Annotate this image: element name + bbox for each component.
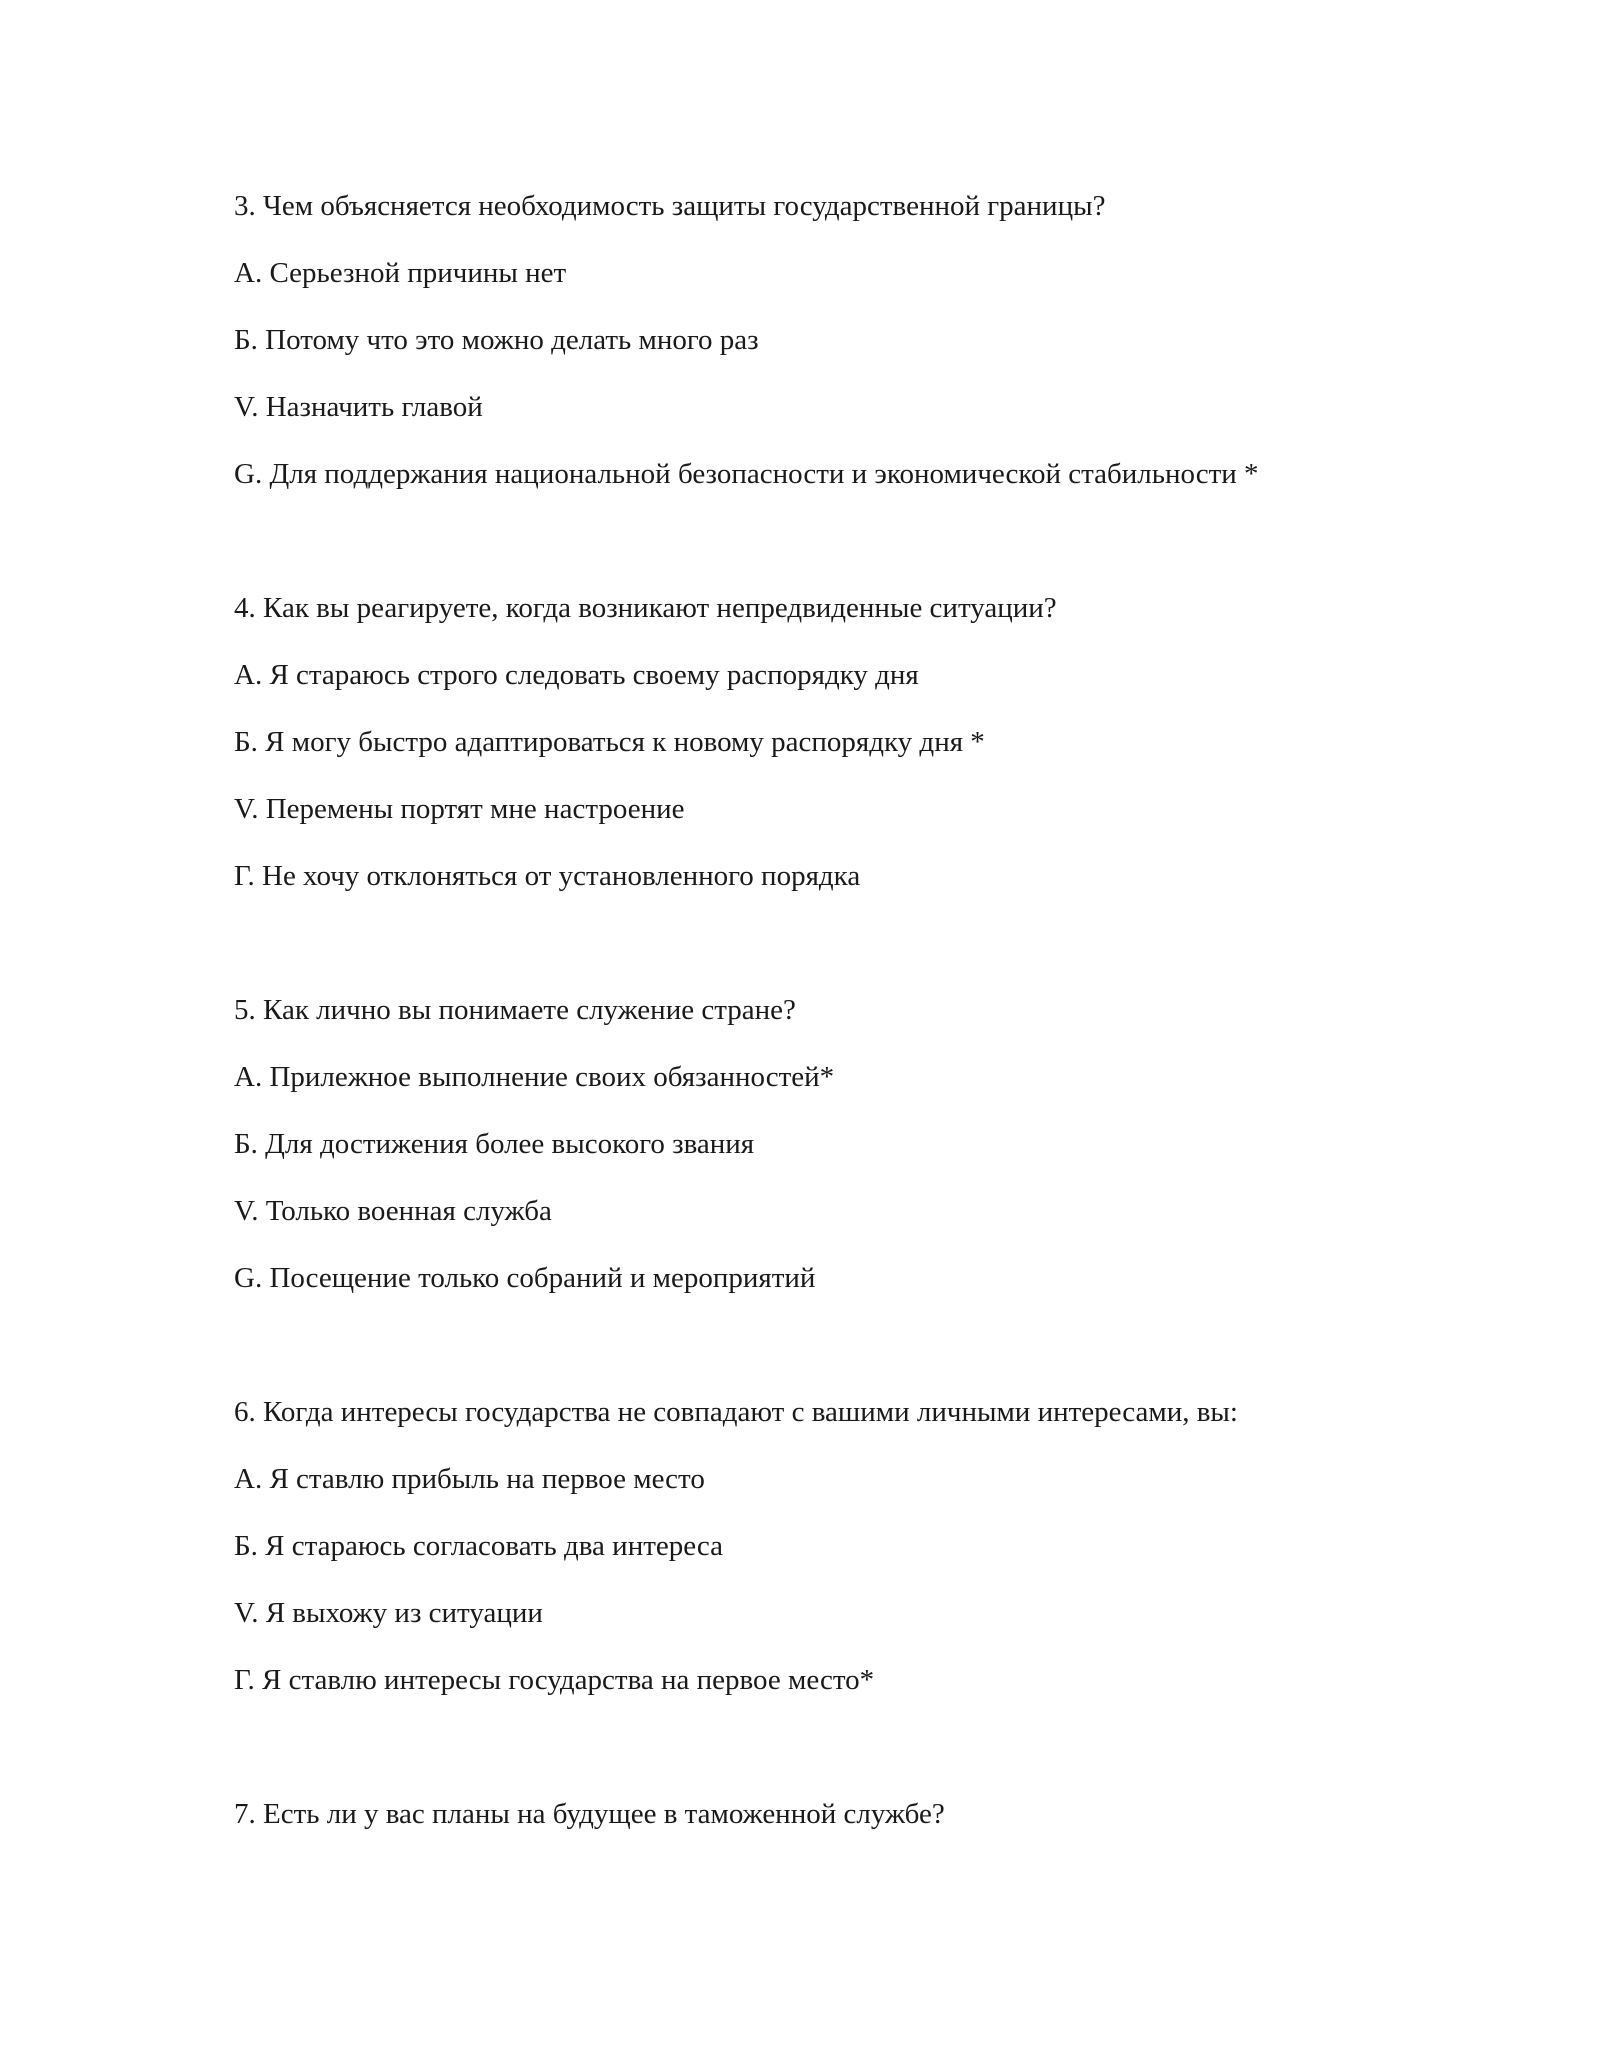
answer-option: Б. Потому что это можно делать много раз [234, 324, 759, 356]
answer-option: V. Я выхожу из ситуации [234, 1597, 543, 1629]
answer-option: A. Я ставлю прибыль на первое место [234, 1463, 705, 1495]
answer-option: G. Посещение только собраний и мероприятий [234, 1262, 816, 1294]
answer-option: V. Перемены портят мне настроение [234, 793, 685, 825]
question-text: 5. Как лично вы понимаете служение стране? [234, 994, 796, 1026]
question-text: 6. Когда интересы государства не совпадают с вашими личными интересами, вы: [234, 1396, 1238, 1428]
answer-option: A. Я стараюсь строго следовать своему распорядку дня [234, 659, 919, 691]
answer-option: A. Прилежное выполнение своих обязанностей* [234, 1061, 835, 1093]
answer-option: Б. Я могу быстро адаптироваться к новому распорядку дня * [234, 726, 985, 758]
answer-option: V. Назначить главой [234, 391, 483, 423]
answer-option: Б. Я стараюсь согласовать два интереса [234, 1530, 723, 1562]
question-text: 4. Как вы реагируете, когда возникают непредвиденные ситуации? [234, 592, 1057, 624]
question-text: 3. Чем объясняется необходимость защиты государственной границы? [234, 190, 1106, 222]
question-text: 7. Есть ли у вас планы на будущее в таможенной службе? [234, 1798, 945, 1830]
answer-option: Г. Не хочу отклоняться от установленного порядка [234, 860, 861, 892]
answer-option: A. Серьезной причины нет [234, 257, 567, 289]
answer-option: G. Для поддержания национальной безопасности и экономической стабильности * [234, 458, 1259, 490]
answer-option: Б. Для достижения более высокого звания [234, 1128, 755, 1160]
answer-option: V. Только военная служба [234, 1195, 552, 1227]
answer-option: Г. Я ставлю интересы государства на первое место* [234, 1664, 875, 1696]
